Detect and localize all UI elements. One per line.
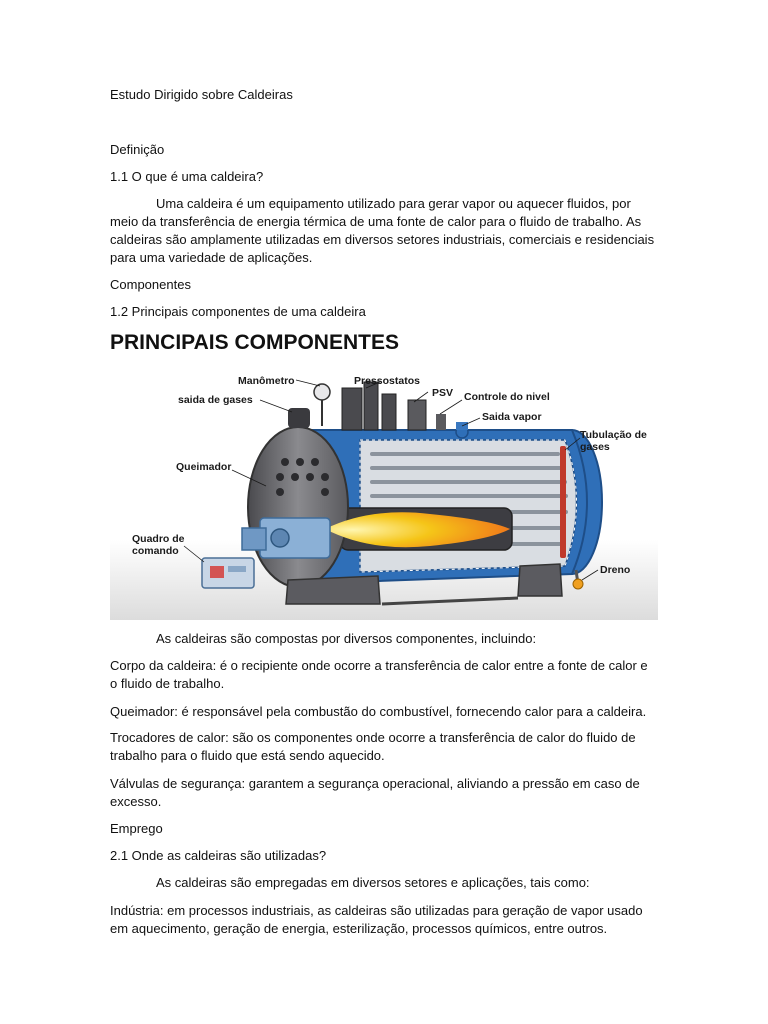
paragraph-trocadores: Trocadores de calor: são os componentes onde ocorre a transferência de calor do fluido de trabalho para o fluido que está sendo aquecido. bbox=[110, 730, 636, 763]
question-2-1: 2.1 Onde as caldeiras são utilizadas? bbox=[110, 848, 327, 863]
paragraph-emprego-intro: As caldeiras são empregadas em diversos setores e aplicações, tais como: bbox=[156, 875, 590, 890]
paragraph-queimador: Queimador: é responsável pela combustão do combustível, fornecendo calor para a caldeira. bbox=[110, 704, 647, 719]
label-quadro-comando-line2: comando bbox=[132, 545, 179, 557]
shell-cutaway bbox=[360, 440, 577, 572]
label-queimador: Queimador bbox=[176, 461, 232, 473]
label-saida-vapor: Saida vapor bbox=[482, 411, 542, 423]
section-heading-componentes: Componentes bbox=[110, 277, 191, 292]
control-panel bbox=[202, 558, 254, 588]
label-psv: PSV bbox=[432, 387, 454, 399]
figure-heading: PRINCIPAIS COMPONENTES bbox=[110, 331, 399, 354]
paragraph-corpo-caldeira: Corpo da caldeira: é o recipiente onde ocorre a transferência de calor entre a fonte de calor e o fluido de trabalho. bbox=[110, 658, 648, 691]
question-1-2: 1.2 Principais componentes de uma caldeira bbox=[110, 304, 366, 319]
label-pressostatos: Pressostatos bbox=[354, 375, 420, 387]
boiler-components-figure bbox=[110, 322, 658, 620]
label-tubulacao-gases-line2: gases bbox=[580, 441, 610, 453]
label-saida-gases: saida de gases bbox=[178, 394, 253, 406]
paragraph-definition: Uma caldeira é um equipamento utilizado para gerar vapor ou aquecer fluidos, por meio da transferência de energia térmica de uma fonte de calor para o fluido de trabalho. As caldeiras são amplamente utilizadas em diversos setores industriais, comerciais e residenciais para uma variedade de aplicações. bbox=[110, 196, 655, 265]
label-quadro-comando: Quadro de bbox=[132, 533, 185, 545]
section-heading-emprego: Emprego bbox=[110, 821, 163, 836]
front-head bbox=[248, 427, 348, 587]
tube-sheet-red bbox=[560, 446, 566, 558]
paragraph-valvulas: Válvulas de segurança: garantem a segurança operacional, aliviando a pressão em caso de excesso. bbox=[110, 776, 640, 809]
label-controle-nivel: Controle do nivel bbox=[464, 391, 550, 403]
boiler-diagram bbox=[110, 322, 658, 620]
front-saddle bbox=[286, 576, 380, 604]
paragraph-industria: Indústria: em processos industriais, as caldeiras são utilizadas para geração de vapor usado em aquecimento, geração de energia, esterilização, processos químicos, entre outros. bbox=[110, 903, 643, 936]
question-1-1: 1.1 O que é uma caldeira? bbox=[110, 169, 264, 184]
label-dreno: Dreno bbox=[600, 564, 631, 576]
label-tubulacao-gases: Tubulação de bbox=[580, 429, 647, 441]
paragraph-components-intro: As caldeiras são compostas por diversos componentes, incluindo: bbox=[156, 631, 537, 646]
rear-saddle bbox=[518, 564, 562, 596]
section-heading-definicao: Definição bbox=[110, 142, 165, 157]
document-title: Estudo Dirigido sobre Caldeiras bbox=[110, 87, 293, 102]
label-manometro: Manômetro bbox=[238, 375, 295, 387]
